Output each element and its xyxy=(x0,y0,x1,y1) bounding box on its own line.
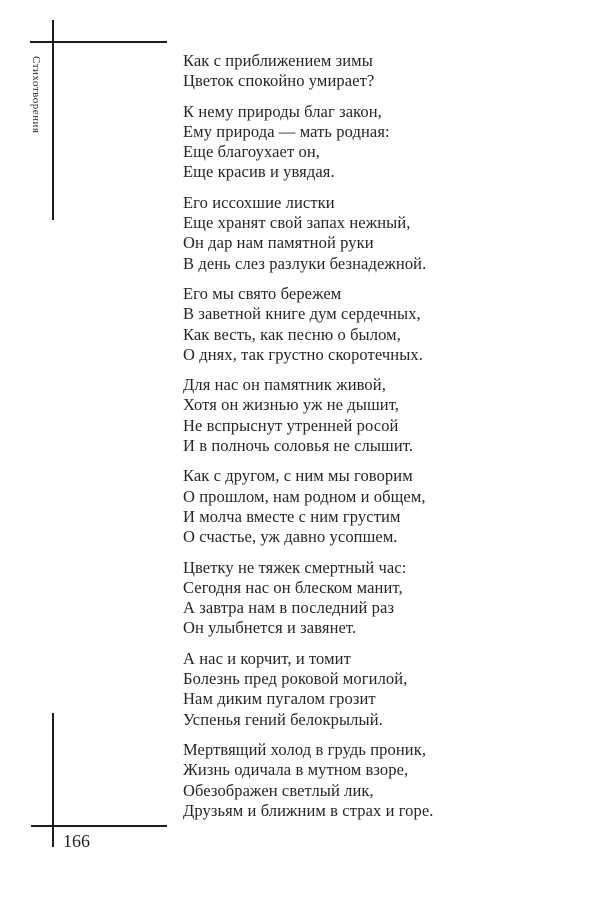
poem-line: Друзьям и ближним в страх и горе. xyxy=(183,800,434,820)
chapter-sidebar-label: Стихотворения xyxy=(30,56,42,134)
poem-line: Не вспрыснут утренней росой xyxy=(183,415,399,435)
stanza xyxy=(183,558,434,639)
stanza xyxy=(183,284,434,365)
poem-line: Жизнь одичала в мутном взоре, xyxy=(183,760,409,780)
poem-line: Цветок спокойно умирает? xyxy=(183,71,375,91)
poem-line: Успенья гений белокрылый. xyxy=(183,709,383,729)
poem-line: Цветку не тяжек смертный час: xyxy=(183,557,407,577)
poem-line: Мертвящий холод в грудь проник, xyxy=(183,739,427,759)
poem-line: Болезнь пред роковой могилой, xyxy=(183,669,408,689)
poem-line: О счастье, уж давно усопшем. xyxy=(183,527,398,547)
top-vertical-rule xyxy=(52,20,54,220)
poem-line: И молча вместе с ним грустим xyxy=(183,506,401,526)
stanza xyxy=(183,193,434,274)
poem-line: Его иссохшие листки xyxy=(183,192,335,212)
poem-line: Как весть, как песню о былом, xyxy=(183,324,401,344)
poem-line: Для нас он памятник живой, xyxy=(183,375,386,395)
poem-line: А завтра нам в последний раз xyxy=(183,598,395,618)
poem-line: О прошлом, нам родном и общем, xyxy=(183,486,426,506)
page-number: 166 xyxy=(63,831,90,851)
poem-line: Он улыбнется и завянет. xyxy=(183,618,357,638)
poem-line: Как с другом, с ним мы говорим xyxy=(183,466,413,486)
poem-line: Он дар нам памятной руки xyxy=(183,233,374,253)
poem-line: О днях, так грустно скоротечных. xyxy=(183,344,423,364)
poem-line: Ему природа — мать родная: xyxy=(183,121,390,141)
stanza xyxy=(183,740,434,821)
top-horizontal-rule xyxy=(30,41,167,43)
bottom-vertical-rule xyxy=(52,713,54,847)
poem-line: Нам диким пугалом грозит xyxy=(183,689,376,709)
stanza xyxy=(183,102,434,183)
stanza xyxy=(183,466,434,547)
poem-line: Обезображен светлый лик, xyxy=(183,780,374,800)
poem-line: А нас и корчит, и томит xyxy=(183,648,351,668)
poem-line: К нему природы благ закон, xyxy=(183,101,382,121)
poem-line: Еще благоухает он, xyxy=(183,142,321,162)
stanza xyxy=(183,649,434,730)
poem-line: Хотя он жизнью уж не дышит, xyxy=(183,395,400,415)
poem-line: В заветной книге дум сердечных, xyxy=(183,304,421,324)
poem-line: Как с приближением зимы xyxy=(183,51,373,70)
poem-line: Еще хранят свой запах нежный, xyxy=(183,213,411,233)
poem-text xyxy=(183,51,434,821)
stanza xyxy=(183,51,434,92)
poem-line: Его мы свято бережем xyxy=(183,283,342,303)
poem-line: В день слез разлуки безнадежной. xyxy=(183,253,427,273)
poem-line: Сегодня нас он блеском манит, xyxy=(183,577,403,597)
poem-line: И в полночь соловья не слышит. xyxy=(183,436,414,456)
stanza xyxy=(183,375,434,456)
poem-line: Еще красив и увядая. xyxy=(183,162,335,182)
